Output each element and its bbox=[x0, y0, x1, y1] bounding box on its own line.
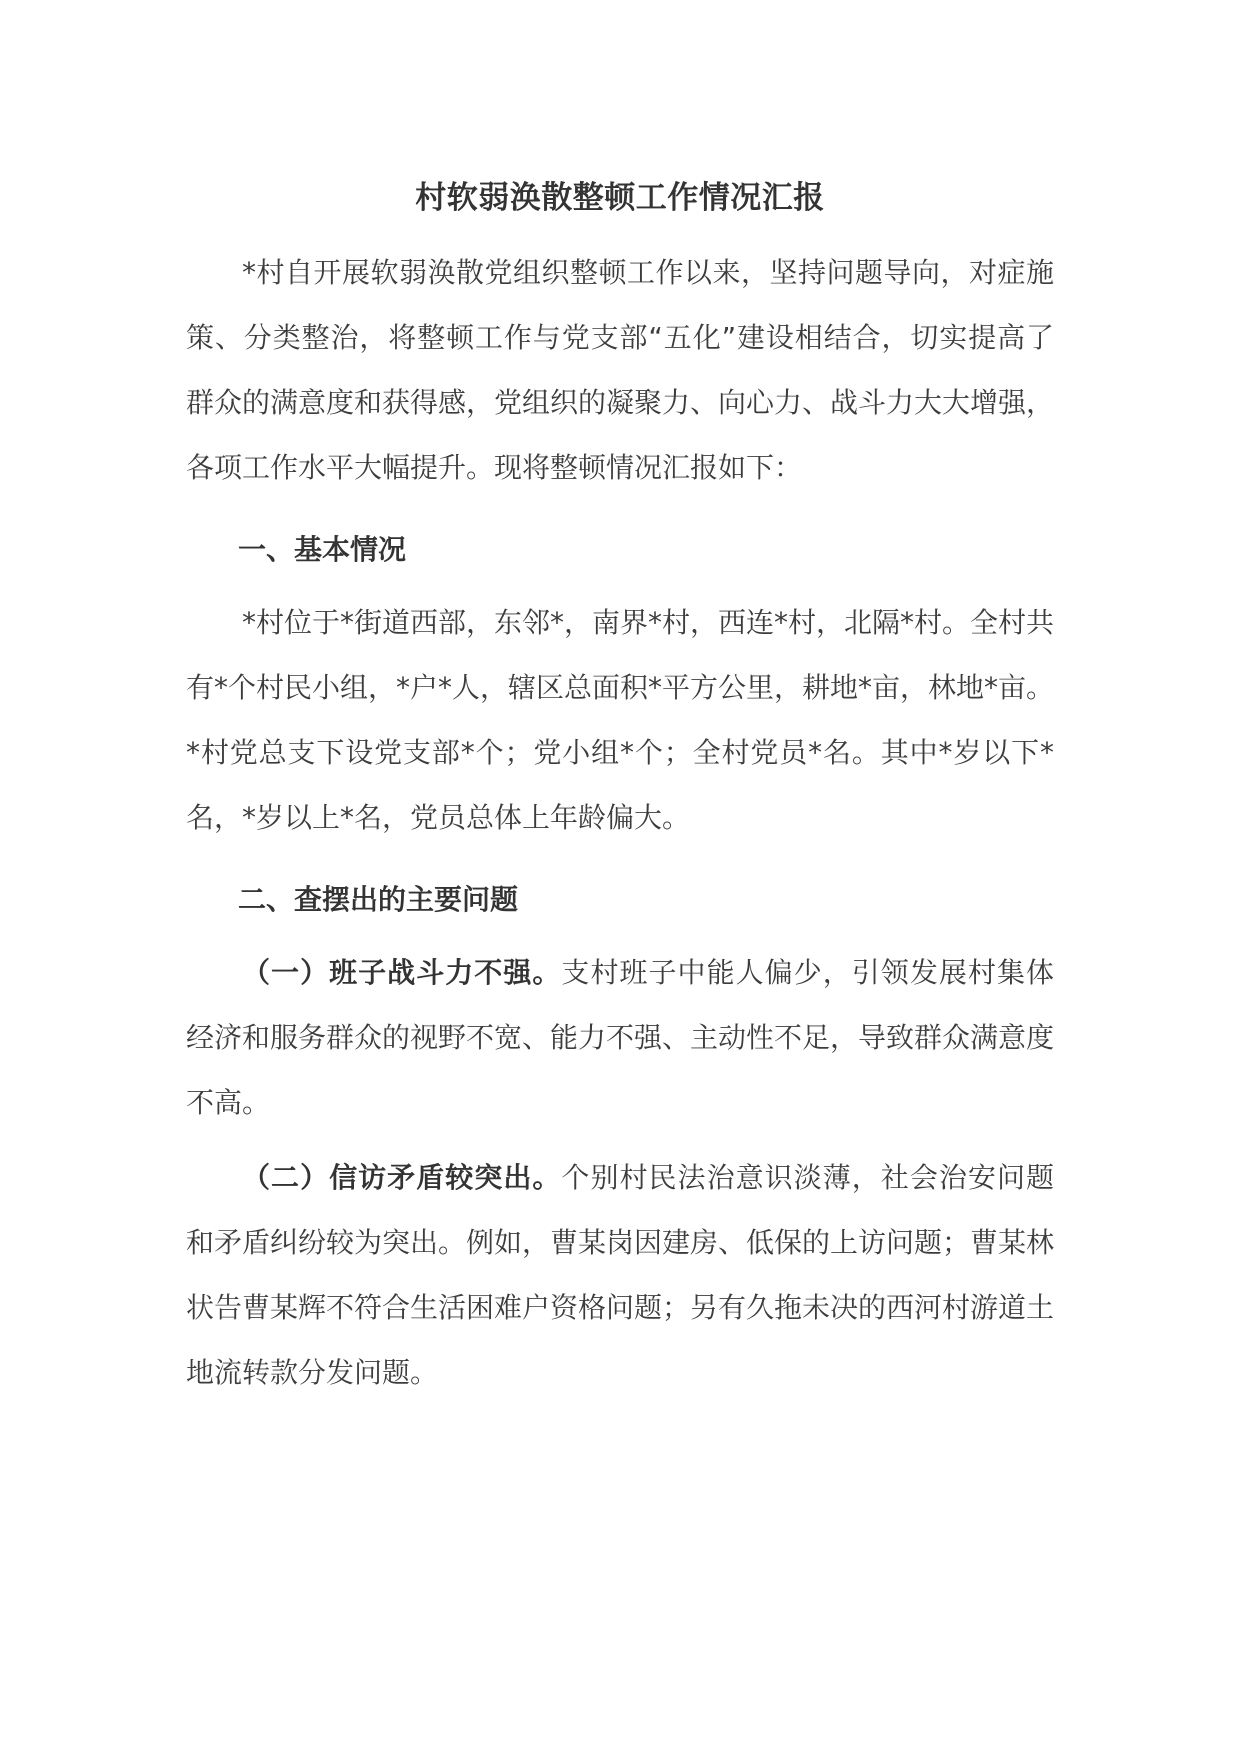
intro-paragraph: *村自开展软弱涣散党组织整顿工作以来，坚持问题导向，对症施策、分类整治，将整顿工作与党支部“五化”建设相结合，切实提高了群众的满意度和获得感，党组织的凝聚力、向心力、战斗力大大增强，各项工作水平大幅提升。现将整顿情况汇报如下： bbox=[186, 256, 1055, 484]
section-heading-basic-info: 一、基本情况 bbox=[238, 533, 407, 566]
problem-item-2-lead: （二）信访矛盾较突出。 bbox=[242, 1161, 562, 1194]
problem-item-1-lead: （一）班子战斗力不强。 bbox=[242, 956, 562, 989]
problem-item-2-text: 个别村民法治意识淡薄，社会治安问题和矛盾纠纷较为突出。例如，曹某岗因建房、低保的上访问题；曹某林状告曹某辉不符合生活困难户资格问题；另有久拖未决的西河村游道土地流转款分发问题。 bbox=[186, 1161, 1055, 1389]
problem-item-1-text: 支村班子中能人偏少，引领发展村集体经济和服务群众的视野不宽、能力不强、主动性不足，导致群众满意度不高。 bbox=[186, 956, 1055, 1119]
problem-item-2 bbox=[186, 1145, 1054, 1405]
basic-info-paragraph: *村位于*街道西部，东邻*，南界*村，西连*村，北隔*村。全村共有*个村民小组，*户*人，辖区总面积*平方公里，耕地*亩，林地*亩。*村党总支下设党支部*个；党小组*个；全村党员*名。其中*岁以下*名，*岁以上*名，党员总体上年龄偏大。 bbox=[186, 606, 1055, 834]
document-title: 村软弱涣散整顿工作情况汇报 bbox=[415, 180, 825, 216]
document-body bbox=[186, 168, 1054, 1405]
problem-item-1 bbox=[186, 940, 1054, 1135]
section-heading-main-problems: 二、查摆出的主要问题 bbox=[238, 883, 519, 916]
